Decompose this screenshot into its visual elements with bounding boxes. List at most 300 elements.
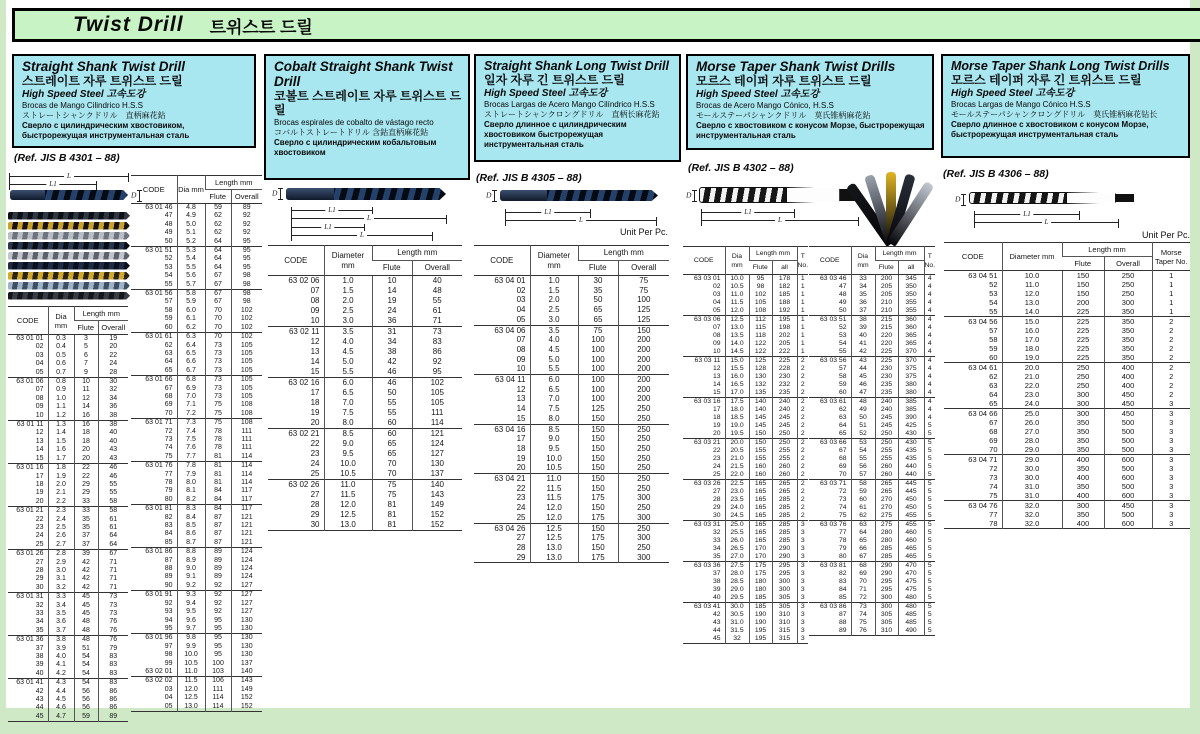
table-row: 44 4.6 56 86 bbox=[8, 704, 128, 712]
table-long-grid: CODE Diameter mm Length mm Flute Overall 63 04 01 1.0 30 75 02 1.5 35 75 03 2.0 50 100 04 2.5 65 125 05 3.0 65 125 63 04 06 3.5 75 150 07 4.0 100 200 08 4.5 100 200 09 5.0 100 200 10 5.5 100 200 63 04 11 6.0 100 200 12 6.5 100 200 13 7.0 100 200 14 7.5 125 250 15 8.0 150 250 63 04 16 8.5 150 250 17 9.0 150 250 18 9.5 150 250 19 10.0 150 250 20 10.5 150 250 63 04 21 11.0 150 250 22 11.5 150 250 23 11.5 175 300 24 12.0 150 250 25 12.0 175 300 63 04 26 12.5 150 250 27 12.5 175 300 28 13.0 150 250 29 13.0 175 300 bbox=[474, 245, 669, 563]
drill-photo bbox=[8, 272, 130, 280]
section-long bbox=[474, 54, 681, 162]
table-row: 63 03 51 38 215 360 4 bbox=[809, 316, 935, 325]
table-row: 20 19.5 150 250 2 bbox=[683, 430, 808, 439]
drill-photo bbox=[8, 262, 130, 270]
d-tick-icon bbox=[278, 188, 283, 200]
table-row: 14 16.5 132 232 2 bbox=[683, 381, 808, 389]
table-row: 63 01 26 2.8 39 67 bbox=[8, 550, 128, 559]
table-row: 63 01 61 6.3 70 102 bbox=[131, 333, 262, 342]
table-row: 02 0.4 5 20 bbox=[8, 343, 128, 351]
table-row: 65 24.0 300 450 3 bbox=[944, 399, 1190, 409]
dim-label-l1: L1 bbox=[541, 208, 554, 216]
table-row: 67 6.9 73 105 bbox=[131, 385, 262, 393]
table-row: 50 37 210 355 4 bbox=[809, 307, 935, 316]
drill-diagram bbox=[500, 190, 658, 201]
table-row: 57 16.0 225 350 2 bbox=[944, 326, 1190, 335]
drill-photo bbox=[8, 212, 130, 220]
table-row: 09 5.0 100 200 bbox=[474, 355, 669, 365]
table-row: 04 11.5 105 188 1 bbox=[683, 299, 808, 307]
section-cobalt bbox=[264, 54, 470, 180]
table-row: 53 12.0 150 250 1 bbox=[944, 289, 1190, 298]
table-row: 02 10.5 98 182 1 bbox=[683, 283, 808, 291]
section-line-ru: Сверло с хвостовиком с конусом Морзе, быстрорежущая инструментальная сталь bbox=[696, 120, 925, 140]
table-row: 63 01 01 0.3 3 19 bbox=[8, 335, 128, 344]
table-row: 63 02 16 6.0 46 102 bbox=[268, 378, 462, 389]
table-row: 63 03 21 20.0 150 250 2 bbox=[683, 439, 808, 448]
table-row: 27 12.5 175 300 bbox=[474, 533, 669, 543]
table-row: 74 61 270 450 5 bbox=[809, 504, 935, 512]
table-row: 95 9.7 95 130 bbox=[131, 625, 262, 634]
table-row: 88 75 305 485 5 bbox=[809, 619, 935, 627]
table-row: 30 13.0 81 152 bbox=[268, 520, 462, 531]
table-row: 80 67 285 465 5 bbox=[809, 553, 935, 562]
table-row: 63 01 91 9.3 92 127 bbox=[131, 591, 262, 600]
table-row: 10 5.5 100 200 bbox=[474, 364, 669, 374]
table-row: 80 8.2 84 117 bbox=[131, 496, 262, 505]
table-row: 63 01 51 5.3 64 95 bbox=[131, 247, 262, 256]
section-line-es: Brocas Largas de Mango Cónico H.S.S bbox=[951, 99, 1091, 109]
dim-label-d: D bbox=[131, 190, 142, 202]
table-row: 77 32.0 350 500 3 bbox=[944, 510, 1190, 519]
drill-taper-shank bbox=[1067, 192, 1117, 204]
table-row: 67 54 255 435 5 bbox=[809, 447, 935, 455]
table-row: 63 02 11 3.5 31 73 bbox=[268, 327, 462, 338]
drill-photo-stack bbox=[8, 212, 130, 302]
table-row: 12 6.5 100 200 bbox=[474, 385, 669, 395]
table-row: 44 31.5 195 315 3 bbox=[683, 627, 808, 635]
drill-shank bbox=[500, 190, 547, 201]
table-row: 63 03 66 53 250 430 5 bbox=[809, 439, 935, 448]
table-row: 57 44 230 375 4 bbox=[809, 365, 935, 373]
table-row: 37 3.9 51 79 bbox=[8, 645, 128, 653]
section-line-es: Brocas Largas de Acero Mango Cilíndrico H.S.S bbox=[484, 99, 655, 109]
dim-label-l1: L1 bbox=[46, 180, 59, 188]
section-line-ru: Сверло длинное с цилиндрическим хвостовиком быстрорежущая инструментальная сталь bbox=[484, 119, 627, 149]
table-row: 63 01 46 4.8 59 89 bbox=[131, 204, 262, 213]
table-row: 24 2.6 37 64 bbox=[8, 532, 128, 540]
table-row: 22 11.5 150 250 bbox=[474, 484, 669, 494]
table-morse-taper-b bbox=[809, 246, 935, 636]
table-row: 17 6.5 50 105 bbox=[268, 388, 462, 398]
drill-photo bbox=[8, 242, 130, 250]
table-row: 25 12.0 175 300 bbox=[474, 513, 669, 523]
table-row: 42 4.4 56 86 bbox=[8, 688, 128, 696]
table-row: 08 2.0 19 55 bbox=[268, 296, 462, 306]
table-row: 47 34 205 350 4 bbox=[809, 283, 935, 291]
table-row: 72 59 265 445 5 bbox=[809, 488, 935, 496]
table-row: 63 04 21 11.0 150 250 bbox=[474, 474, 669, 484]
table-row: 63 03 26 22.5 165 265 2 bbox=[683, 480, 808, 489]
table-row: 10 3.0 36 71 bbox=[268, 316, 462, 327]
section-line-ru: Сверло с цилиндрическим хвостовиком, быстрорежущая инструментальная сталь bbox=[22, 120, 190, 140]
table-row: 70 57 260 440 5 bbox=[809, 471, 935, 480]
table-row: 35 3.7 48 76 bbox=[8, 627, 128, 636]
section-line-jp: コバルトストレートドリル 含鈷直柄麻花鉆 bbox=[274, 127, 429, 137]
table-row: 28 23.5 165 285 2 bbox=[683, 496, 808, 504]
table-row: 33 26.0 165 285 3 bbox=[683, 537, 808, 545]
table-row: 94 9.6 95 130 bbox=[131, 617, 262, 625]
table-row: 15 1.7 20 43 bbox=[8, 455, 128, 464]
dimension-line-l bbox=[292, 231, 432, 239]
table-row: 74 31.0 350 500 3 bbox=[944, 482, 1190, 491]
drill-fan-photo bbox=[845, 150, 937, 244]
table-row: 13 1.5 18 40 bbox=[8, 438, 128, 446]
section-title-native: 코볼트 스트레이트 자루 트위스트 드릴 bbox=[274, 89, 462, 118]
section-title-native: 일자 자루 긴 트위스트 드릴 bbox=[484, 73, 625, 87]
unit-per-pc-label: Unit Per Pc. bbox=[619, 227, 668, 237]
table-row: 63 02 06 1.0 10 40 bbox=[268, 276, 462, 287]
table-row: 65 52 250 430 5 bbox=[809, 430, 935, 439]
table-straight-shank-b-grid: CODE Dia mm Length mm Flute Overall 63 01 46 4.8 59 89 47 4.9 62 92 48 5.0 62 92 49 5.1 62 92 50 5.2 64 95 63 01 51 5.3 64 95 52 5.4 64 95 53 5.5 64 95 54 5.6 67 98 55 5.7 67 98 63 01 56 5.8 67 98 57 5.9 67 98 58 6.0 70 102 59 6.1 70 102 60 6.2 70 102 63 01 61 6.3 70 102 62 6.4 73 105 63 6.5 73 105 64 6.6 73 105 65 6.7 73 105 63 01 66 6.8 73 105 67 6.9 73 105 68 7.0 73 105 69 7.1 75 108 70 7.2 75 108 63 01 71 7.3 75 108 72 7.4 78 111 73 7.5 78 111 74 7.6 78 111 75 7.7 81 114 63 01 76 7.8 81 114 77 7.9 81 114 78 8.0 81 114 79 8.1 84 117 80 8.2 84 117 63 01 81 8.3 84 117 82 8.4 87 121 83 8.5 87 121 84 8.6 87 121 85 8.7 87 121 63 01 86 8.8 89 124 87 8.9 89 124 88 9.0 89 124 89 9.1 89 124 90 9.2 92 127 63 01 91 9.3 92 127 92 9.4 92 127 93 9.5 92 127 94 9.6 95 130 95 9.7 95 130 63 01 96 9.8 95 130 97 9.9 95 130 98 10.0 95 130 99 10.5 100 137 63 02 01 11.0 103 140 63 02 02 11.5 106 143 03 12.0 111 149 04 12.5 114 152 05 13.0 114 152 bbox=[131, 175, 262, 712]
table-row: 24 10.0 70 130 bbox=[268, 459, 462, 469]
table-row: 75 31.0 400 600 3 bbox=[944, 491, 1190, 501]
table-row: 92 9.4 92 127 bbox=[131, 600, 262, 608]
section-title-native: 모르스 테이퍼 자루 긴 트위스트 드릴 bbox=[951, 73, 1142, 87]
table-row: 37 28.0 175 295 3 bbox=[683, 570, 808, 578]
table-row: 97 9.9 95 130 bbox=[131, 643, 262, 651]
table-row: 64 51 245 425 5 bbox=[809, 422, 935, 430]
section-line-jp: モールステーパシャンクドリル 茣氏锥柄麻花鉆 bbox=[696, 110, 871, 120]
table-row: 09 1.1 14 36 bbox=[8, 403, 128, 411]
table-row: 27 11.5 75 143 bbox=[268, 490, 462, 500]
table-row: 60 6.2 70 102 bbox=[131, 324, 262, 333]
dim-label-l: L bbox=[364, 214, 374, 222]
section-hss: High Speed Steel 고속도강 bbox=[696, 88, 820, 100]
ref-jis-4301: (Ref. JIS B 4301 – 88) bbox=[14, 152, 120, 164]
table-row: 04 2.5 65 125 bbox=[474, 305, 669, 315]
table-row: 48 35 205 350 4 bbox=[809, 291, 935, 299]
table-row: 17 9.0 150 250 bbox=[474, 434, 669, 444]
table-row: 63 6.5 73 105 bbox=[131, 350, 262, 358]
dimension-line-l1 bbox=[10, 180, 96, 188]
table-row: 63 01 16 1.8 22 46 bbox=[8, 464, 128, 473]
table-row: 13 7.0 100 200 bbox=[474, 394, 669, 404]
drill-photo bbox=[8, 292, 130, 300]
table-row: 58 45 230 375 4 bbox=[809, 373, 935, 381]
table-row: 63 03 71 58 265 445 5 bbox=[809, 480, 935, 489]
dim-label-d: D bbox=[272, 188, 283, 200]
table-row: 59 46 235 380 4 bbox=[809, 381, 935, 389]
table-row: 70 29.0 350 500 3 bbox=[944, 445, 1190, 455]
dimension-line-l1 bbox=[702, 208, 794, 216]
table-row: 28 12.0 81 149 bbox=[268, 500, 462, 510]
section-title: Straight Shank Twist Drill bbox=[22, 59, 186, 74]
table-row: 35 27.0 170 290 3 bbox=[683, 553, 808, 562]
table-row: 63 01 06 0.8 10 30 bbox=[8, 378, 128, 387]
table-row: 63 03 46 33 200 345 4 bbox=[809, 275, 935, 284]
table-row: 83 8.5 87 121 bbox=[131, 522, 262, 530]
table-row: 53 5.5 64 95 bbox=[131, 264, 262, 272]
table-row: 10 14.5 122 222 1 bbox=[683, 348, 808, 357]
table-row: 63 01 86 8.8 89 124 bbox=[131, 548, 262, 557]
table-row: 12 4.0 34 83 bbox=[268, 337, 462, 347]
table-row: 19 19.0 145 245 2 bbox=[683, 422, 808, 430]
ref-jis-4302: (Ref. JIS B 4302 – 88) bbox=[688, 162, 794, 174]
table-straight-shank-a-grid: CODE Dia mm Length mm Flute Overall 63 01 01 0.3 3 19 02 0.4 5 20 03 0.5 6 22 04 0.6 7 24 05 0.7 9 28 63 01 06 0.8 10 30 07 0.9 11 32 08 1.0 12 34 09 1.1 14 36 10 1.2 16 38 63 01 11 1.3 16 38 12 1.4 18 40 13 1.5 18 40 14 1.6 20 43 15 1.7 20 43 63 01 16 1.8 22 46 17 1.9 22 46 18 2.0 29 55 19 2.1 29 55 20 2.2 33 58 63 01 21 2.3 33 58 22 2.4 35 61 23 2.5 35 61 24 2.6 37 64 25 2.7 37 64 63 01 26 2.8 39 67 27 2.9 42 71 28 3.0 42 71 29 3.1 42 71 30 3.2 42 71 63 01 31 3.3 45 73 32 3.4 45 73 33 3.5 45 73 34 3.6 48 76 35 3.7 48 76 63 01 36 3.8 48 76 37 3.9 51 79 38 4.0 54 83 39 4.1 54 83 40 4.2 54 83 63 01 41 4.3 54 83 42 4.4 56 86 43 4.5 56 86 44 4.6 56 86 45 4.7 59 89 bbox=[8, 306, 128, 722]
table-row: 78 65 280 460 5 bbox=[809, 537, 935, 545]
table-row: 29 3.1 42 71 bbox=[8, 575, 128, 583]
table-row: 69 7.1 75 108 bbox=[131, 401, 262, 409]
dim-label-l: L bbox=[775, 216, 785, 224]
section-title-native: 스트레이트 자루 트위스트 드릴 bbox=[22, 74, 183, 89]
dimension-line-l bbox=[292, 214, 446, 222]
table-row: 55 42 225 370 4 bbox=[809, 348, 935, 357]
table-row: 55 14.0 225 350 1 bbox=[944, 307, 1190, 317]
drill-diagram bbox=[10, 190, 128, 200]
table-row: 08 1.0 12 34 bbox=[8, 395, 128, 403]
table-row: 63 02 02 11.5 106 143 bbox=[131, 677, 262, 686]
table-row: 63 03 16 17.5 140 240 2 bbox=[683, 398, 808, 407]
section-title: Morse Taper Shank Long Twist Drills bbox=[951, 59, 1170, 73]
table-row: 98 10.0 95 130 bbox=[131, 651, 262, 659]
table-row: 63 03 61 48 240 385 4 bbox=[809, 398, 935, 407]
section-line-es: Brocas de Mango Cilindrico H.S.S bbox=[22, 100, 143, 110]
table-row: 05 12.0 108 192 1 bbox=[683, 307, 808, 316]
section-line-jp: モールステーパシャンクロングドリル 莫氏锥柄麻花钻长 bbox=[951, 109, 1158, 119]
section-hss: High Speed Steel 고속도강 bbox=[484, 87, 608, 99]
table-long bbox=[474, 245, 669, 563]
table-row: 19 10.0 150 250 bbox=[474, 454, 669, 464]
section-line-jp: ストレートシャンクロングドリル 直柄长麻花鉆 bbox=[484, 109, 660, 119]
table-morse-taper-a-grid: CODE Dia mm Length mm T No. Flute all 63 03 01 10.0 95 178 1 02 10.5 98 182 1 03 11.0 102 185 1 04 11.5 105 188 1 05 12.0 108 192 1 63 03 06 12.5 112 195 1 07 13.0 115 198 1 08 13.5 118 202 1 09 14.0 122 205 1 10 14.5 122 222 1 63 03 11 15.0 125 225 2 12 15.5 128 228 2 13 16.0 130 230 2 14 16.5 132 232 2 15 17.0 135 235 2 63 03 16 17.5 140 240 2 17 18.0 140 240 2 18 18.5 145 245 2 19 19.0 145 245 2 20 19.5 150 250 2 63 03 21 20.0 150 250 2 22 20.5 155 255 2 23 21.0 155 255 2 24 21.5 160 260 2 25 22.0 160 260 2 63 03 26 22.5 165 265 2 27 23.0 165 265 2 28 23.5 165 285 2 29 24.0 165 285 2 30 24.5 165 285 2 63 03 31 25.0 165 285 3 32 25.5 165 285 3 33 26.0 165 285 3 34 26.5 170 290 3 35 27.0 170 290 3 63 03 36 27.5 175 295 3 37 28.0 175 295 3 38 28.5 180 300 3 39 29.0 180 300 3 40 29.5 185 305 3 63 03 41 30.0 185 305 3 42 30.5 190 310 3 43 31.0 190 310 3 44 31.5 195 315 3 45 32 195 315 3 bbox=[683, 246, 808, 644]
dim-label-d: D bbox=[955, 194, 966, 206]
table-row: 73 7.5 78 111 bbox=[131, 436, 262, 444]
table-row: 08 13.5 118 202 1 bbox=[683, 332, 808, 340]
section-hss: High Speed Steel 고속도강 bbox=[951, 87, 1075, 99]
dimension-line-l bbox=[975, 218, 1118, 226]
table-row: 23 2.5 35 61 bbox=[8, 524, 128, 532]
d-tick-icon bbox=[492, 190, 497, 202]
table-row: 88 9.0 89 124 bbox=[131, 565, 262, 573]
table-row: 09 14.0 122 205 1 bbox=[683, 340, 808, 348]
table-row: 63 01 96 9.8 95 130 bbox=[131, 634, 262, 643]
section-morse-taper bbox=[686, 54, 934, 150]
table-row: 78 32.0 400 600 3 bbox=[944, 519, 1190, 529]
table-row: 20 2.2 33 58 bbox=[8, 498, 128, 507]
table-row: 49 5.1 62 92 bbox=[131, 229, 262, 237]
table-row: 27 23.0 165 265 2 bbox=[683, 488, 808, 496]
table-row: 27 2.9 42 71 bbox=[8, 559, 128, 567]
table-row: 78 8.0 81 114 bbox=[131, 479, 262, 487]
section-title-native: 모르스 테이퍼 자루 트위스트 드릴 bbox=[696, 74, 872, 89]
table-row: 23 21.0 155 255 2 bbox=[683, 455, 808, 463]
table-row: 18 18.5 145 245 2 bbox=[683, 414, 808, 422]
table-row: 62 6.4 73 105 bbox=[131, 342, 262, 350]
table-row: 34 3.6 48 76 bbox=[8, 618, 128, 626]
table-morse-taper-long-grid: CODE Diameter mm Length mm Morse Taper No. Flute Overall 63 04 51 10.0 150 250 1 52 11.0 150 250 1 53 12.0 150 250 1 54 13.0 200 300 1 55 14.0 225 350 1 63 04 56 15.0 225 350 2 57 16.0 225 350 2 58 17.0 225 350 2 59 18.0 225 350 2 60 19.0 225 350 2 63 04 61 20.0 250 400 2 62 21.0 250 400 2 63 22.0 250 400 2 64 23.0 300 450 2 65 24.0 300 450 3 63 04 66 25.0 300 450 3 67 26.0 350 500 3 68 27.0 350 500 3 69 28.0 350 500 3 70 29.0 350 500 3 63 04 71 29.0 400 600 3 72 30.0 350 500 3 73 30.0 400 600 3 74 31.0 350 500 3 75 31.0 400 600 3 63 04 76 32.0 300 450 3 77 32.0 350 500 3 78 32.0 400 600 3 bbox=[944, 242, 1190, 529]
table-row: 28 3.0 42 71 bbox=[8, 567, 128, 575]
table-row: 63 04 61 20.0 250 400 2 bbox=[944, 363, 1190, 373]
table-row: 29 13.0 175 300 bbox=[474, 553, 669, 563]
table-row: 05 13.0 114 152 bbox=[131, 703, 262, 712]
table-row: 03 11.0 102 185 1 bbox=[683, 291, 808, 299]
table-row: 69 28.0 350 500 3 bbox=[944, 436, 1190, 445]
table-row: 63 04 56 15.0 225 350 2 bbox=[944, 317, 1190, 327]
table-row: 63 04 11 6.0 100 200 bbox=[474, 375, 669, 385]
table-row: 68 55 255 435 5 bbox=[809, 455, 935, 463]
table-row: 14 7.5 125 250 bbox=[474, 404, 669, 414]
table-row: 63 50 245 390 4 bbox=[809, 414, 935, 422]
morse-drill-diagram bbox=[699, 187, 859, 203]
dimension-line-l bbox=[506, 216, 656, 224]
table-row: 19 7.5 55 111 bbox=[268, 408, 462, 418]
drill-shank bbox=[286, 188, 334, 200]
table-row: 63 01 31 3.3 45 73 bbox=[8, 593, 128, 602]
table-row: 52 11.0 150 250 1 bbox=[944, 280, 1190, 289]
table-row: 99 10.5 100 137 bbox=[131, 660, 262, 668]
table-row: 63 03 41 30.0 185 305 3 bbox=[683, 603, 808, 612]
table-cobalt bbox=[268, 245, 462, 531]
table-straight-shank-b bbox=[131, 175, 262, 712]
table-row: 62 49 240 385 4 bbox=[809, 406, 935, 414]
drill-flute bbox=[699, 187, 787, 203]
table-row: 38 28.5 180 300 3 bbox=[683, 578, 808, 586]
table-row: 63 04 26 12.5 150 250 bbox=[474, 523, 669, 533]
table-row: 17 1.9 22 46 bbox=[8, 473, 128, 481]
table-row: 25 22.0 160 260 2 bbox=[683, 471, 808, 480]
table-row: 63 04 01 1.0 30 75 bbox=[474, 276, 669, 286]
table-row: 07 1.5 14 48 bbox=[268, 286, 462, 296]
table-row: 54 13.0 200 300 1 bbox=[944, 298, 1190, 307]
drill-shank bbox=[10, 190, 45, 200]
table-row: 63 03 86 73 300 480 5 bbox=[809, 603, 935, 612]
table-row: 74 7.6 78 111 bbox=[131, 444, 262, 452]
dimension-line-l1 bbox=[975, 210, 1079, 218]
table-row: 63 22.0 250 400 2 bbox=[944, 381, 1190, 390]
table-row: 45 4.7 59 89 bbox=[8, 713, 128, 722]
section-title: Morse Taper Shank Twist Drills bbox=[696, 59, 896, 74]
table-row: 07 0.9 11 32 bbox=[8, 386, 128, 394]
table-row: 19 2.1 29 55 bbox=[8, 489, 128, 497]
table-row: 07 13.0 115 198 1 bbox=[683, 324, 808, 332]
table-row: 83 70 295 475 5 bbox=[809, 578, 935, 586]
dim-label-l1: L1 bbox=[1020, 210, 1033, 218]
table-row: 12 15.5 128 228 2 bbox=[683, 365, 808, 373]
dimension-line-l1 bbox=[506, 208, 590, 216]
d-tick-icon bbox=[961, 194, 966, 206]
dim-label-l: L bbox=[64, 172, 74, 180]
table-row: 63 01 41 4.3 54 83 bbox=[8, 679, 128, 688]
table-row: 63 04 71 29.0 400 600 3 bbox=[944, 455, 1190, 465]
dimension-line-l1 bbox=[292, 206, 372, 214]
table-row: 65 6.7 73 105 bbox=[131, 367, 262, 376]
drill-photo bbox=[8, 222, 130, 230]
table-row: 29 24.0 165 285 2 bbox=[683, 504, 808, 512]
section-title: Straight Shank Long Twist Drill bbox=[484, 59, 669, 73]
table-row: 84 71 295 475 5 bbox=[809, 586, 935, 594]
table-row: 53 40 220 365 4 bbox=[809, 332, 935, 340]
table-row: 15 8.0 150 250 bbox=[474, 414, 669, 424]
table-row: 82 69 290 470 5 bbox=[809, 570, 935, 578]
table-row: 20 10.5 150 250 bbox=[474, 463, 669, 473]
table-row: 87 74 305 485 5 bbox=[809, 611, 935, 619]
table-row: 63 01 71 7.3 75 108 bbox=[131, 419, 262, 428]
table-row: 73 30.0 400 600 3 bbox=[944, 473, 1190, 482]
table-row: 13 4.5 38 86 bbox=[268, 347, 462, 357]
table-row: 18 9.5 150 250 bbox=[474, 444, 669, 454]
table-row: 43 4.5 56 86 bbox=[8, 696, 128, 704]
drill-taper-shank bbox=[787, 187, 840, 203]
table-row: 40 29.5 185 305 3 bbox=[683, 594, 808, 603]
table-row: 63 03 76 63 275 455 5 bbox=[809, 521, 935, 530]
dimension-line-l bbox=[10, 172, 128, 180]
table-row: 58 17.0 225 350 2 bbox=[944, 335, 1190, 344]
table-cobalt-grid: CODE Diameter mm Length mm Flute Overall 63 02 06 1.0 10 40 07 1.5 14 48 08 2.0 19 55 09 2.5 24 61 10 3.0 36 71 63 02 11 3.5 31 73 12 4.0 34 83 13 4.5 38 86 14 5.0 42 92 15 5.5 46 95 63 02 16 6.0 46 102 17 6.5 50 105 18 7.0 55 105 19 7.5 55 111 20 8.0 60 114 63 02 21 8.5 60 121 22 9.0 65 124 23 9.5 65 127 24 10.0 70 130 25 10.5 70 137 63 02 26 11.0 75 140 27 11.5 75 143 28 12.0 81 149 29 12.5 81 152 30 13.0 81 152 bbox=[268, 245, 462, 531]
table-row: 63 02 01 11.0 103 140 bbox=[131, 668, 262, 677]
table-row: 63 02 21 8.5 60 121 bbox=[268, 429, 462, 440]
table-row: 79 8.1 84 117 bbox=[131, 487, 262, 495]
drill-photo bbox=[8, 252, 130, 260]
table-row: 79 66 285 465 5 bbox=[809, 545, 935, 553]
dim-label-l: L bbox=[357, 231, 367, 239]
table-row: 89 9.1 89 124 bbox=[131, 573, 262, 581]
table-row: 22 9.0 65 124 bbox=[268, 439, 462, 449]
table-row: 75 62 275 455 5 bbox=[809, 512, 935, 521]
section-straight-shank bbox=[12, 54, 256, 148]
table-row: 03 2.0 50 100 bbox=[474, 295, 669, 305]
table-row: 73 60 270 450 5 bbox=[809, 496, 935, 504]
table-row: 84 8.6 87 121 bbox=[131, 530, 262, 538]
table-row: 15 17.0 135 235 2 bbox=[683, 389, 808, 398]
table-row: 52 39 215 360 4 bbox=[809, 324, 935, 332]
table-row: 25 2.7 37 64 bbox=[8, 541, 128, 550]
morse-drill-diagram bbox=[969, 192, 1119, 204]
table-morse-taper-long bbox=[944, 242, 1190, 529]
table-row: 28 13.0 150 250 bbox=[474, 543, 669, 553]
dimension-line-l1 bbox=[292, 223, 364, 231]
table-row: 90 9.2 92 127 bbox=[131, 582, 262, 591]
table-row: 68 7.0 73 105 bbox=[131, 393, 262, 401]
table-row: 63 03 81 68 290 470 5 bbox=[809, 562, 935, 571]
dim-label-l1: L1 bbox=[325, 206, 338, 214]
table-row: 30 3.2 42 71 bbox=[8, 584, 128, 593]
dimension-line-l bbox=[702, 216, 858, 224]
section-line-jp: ストレートシャンクドリル 直柄麻花鉆 bbox=[22, 110, 166, 120]
table-row: 54 41 220 365 4 bbox=[809, 340, 935, 348]
section-line-es: Brocas espirales de cobalto de vástago recto bbox=[274, 117, 434, 127]
table-row: 68 27.0 350 500 3 bbox=[944, 427, 1190, 436]
table-row: 63 02 26 11.0 75 140 bbox=[268, 480, 462, 491]
table-row: 03 0.5 6 22 bbox=[8, 352, 128, 360]
table-row: 69 56 260 440 5 bbox=[809, 463, 935, 471]
dim-label-l1: L1 bbox=[741, 208, 754, 216]
page-title bbox=[12, 8, 1200, 42]
table-row: 09 2.5 24 61 bbox=[268, 306, 462, 316]
table-row: 18 7.0 55 105 bbox=[268, 398, 462, 408]
table-row: 75 7.7 81 114 bbox=[131, 453, 262, 462]
table-row: 89 76 310 490 5 bbox=[809, 627, 935, 636]
table-row: 77 7.9 81 114 bbox=[131, 471, 262, 479]
table-row: 48 5.0 62 92 bbox=[131, 221, 262, 229]
table-row: 63 04 16 8.5 150 250 bbox=[474, 424, 669, 434]
table-row: 85 8.7 87 121 bbox=[131, 539, 262, 548]
table-row: 20 8.0 60 114 bbox=[268, 418, 462, 429]
table-row: 24 12.0 150 250 bbox=[474, 503, 669, 513]
drill-photo bbox=[8, 282, 130, 290]
table-row: 62 21.0 250 400 2 bbox=[944, 372, 1190, 381]
table-row: 25 10.5 70 137 bbox=[268, 469, 462, 480]
table-row: 10 1.2 16 38 bbox=[8, 412, 128, 421]
table-row: 32 3.4 45 73 bbox=[8, 602, 128, 610]
table-row: 32 25.5 165 285 3 bbox=[683, 529, 808, 537]
table-row: 22 2.4 35 61 bbox=[8, 516, 128, 524]
table-row: 59 18.0 225 350 2 bbox=[944, 344, 1190, 353]
table-row: 49 36 210 355 4 bbox=[809, 299, 935, 307]
table-row: 04 0.6 7 24 bbox=[8, 360, 128, 368]
table-row: 59 6.1 70 102 bbox=[131, 315, 262, 323]
table-row: 50 5.2 64 95 bbox=[131, 238, 262, 247]
